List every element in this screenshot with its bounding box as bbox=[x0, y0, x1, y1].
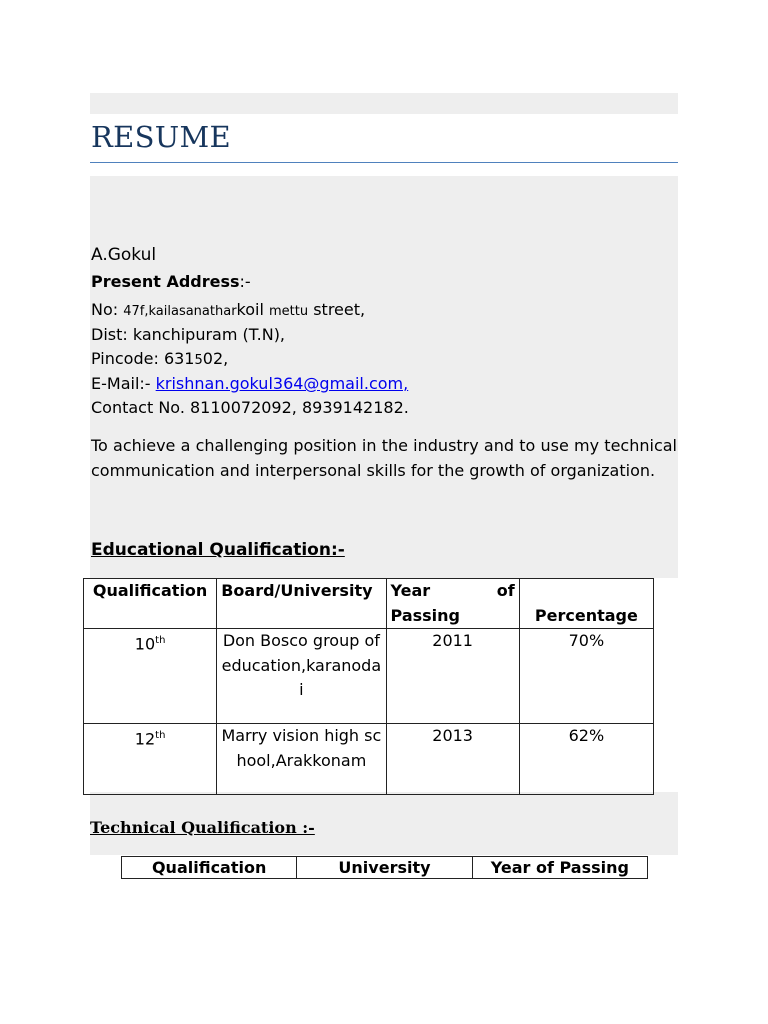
tech-col-university: University bbox=[297, 857, 472, 879]
technical-heading: Technical Qualification :- bbox=[90, 818, 315, 837]
address-no-small2: mettu bbox=[269, 304, 309, 319]
education-heading: Educational Qualification:- bbox=[91, 540, 345, 560]
pincode-small: 5 bbox=[194, 353, 203, 368]
technical-table bbox=[121, 856, 648, 879]
row-year: 2013 bbox=[386, 724, 519, 795]
technical-header-row bbox=[122, 857, 648, 879]
pincode-prefix: Pincode: 631 bbox=[91, 349, 195, 368]
table-row bbox=[84, 629, 654, 724]
row-board: Don Bosco group of education,karanodai bbox=[217, 629, 386, 724]
email-line bbox=[91, 374, 408, 393]
row-qualification bbox=[84, 724, 217, 795]
top-band bbox=[90, 93, 678, 114]
address-no-suffix: street, bbox=[308, 300, 366, 319]
address-label-suffix: :- bbox=[239, 272, 251, 291]
qualification-value: 10 bbox=[134, 634, 156, 654]
tech-col-year: Year of Passing bbox=[472, 857, 647, 879]
row-board: Marry vision high school,Arakkonam bbox=[217, 724, 386, 795]
education-header-row bbox=[84, 579, 654, 629]
candidate-name: A.Gokul bbox=[91, 245, 157, 265]
address-no-prefix: No: bbox=[91, 300, 124, 319]
address-label: Present Address bbox=[91, 272, 240, 291]
row-year: 2011 bbox=[386, 629, 519, 724]
title-rule bbox=[90, 162, 678, 163]
address-heading bbox=[91, 272, 251, 291]
address-no-small: 47f,kailasanathar bbox=[123, 304, 237, 319]
address-no-mid: koil bbox=[236, 300, 270, 319]
table-row bbox=[84, 724, 654, 795]
qualification-sup: th bbox=[155, 635, 166, 646]
phone-line: Contact No. 8110072092, 8939142182. bbox=[91, 398, 409, 417]
district-line: Dist: kanchipuram (T.N), bbox=[91, 325, 286, 344]
row-percentage: 70% bbox=[519, 629, 653, 724]
qualification-sup: th bbox=[155, 730, 166, 741]
col-year: Year of Passing bbox=[386, 579, 519, 629]
education-table bbox=[83, 578, 654, 795]
row-percentage: 62% bbox=[519, 724, 653, 795]
col-qualification: Qualification bbox=[84, 579, 217, 629]
qualification-value: 12 bbox=[134, 729, 156, 749]
page-title: RESUME bbox=[91, 120, 231, 154]
pincode-line bbox=[91, 349, 228, 368]
row-qualification bbox=[84, 629, 217, 724]
tech-col-qualification: Qualification bbox=[122, 857, 297, 879]
col-board: Board/University bbox=[217, 579, 386, 629]
pincode-suffix: 02, bbox=[202, 349, 229, 368]
email-label: E-Mail:- bbox=[91, 374, 156, 393]
email-link[interactable]: krishnan.gokul364@gmail.com, bbox=[155, 374, 409, 393]
col-percentage: Percentage bbox=[519, 579, 653, 629]
address-line bbox=[91, 300, 365, 319]
objective-text: To achieve a challenging position in the industry and to use my technical communication and interpersonal skills for the growth of organization. bbox=[91, 436, 677, 480]
